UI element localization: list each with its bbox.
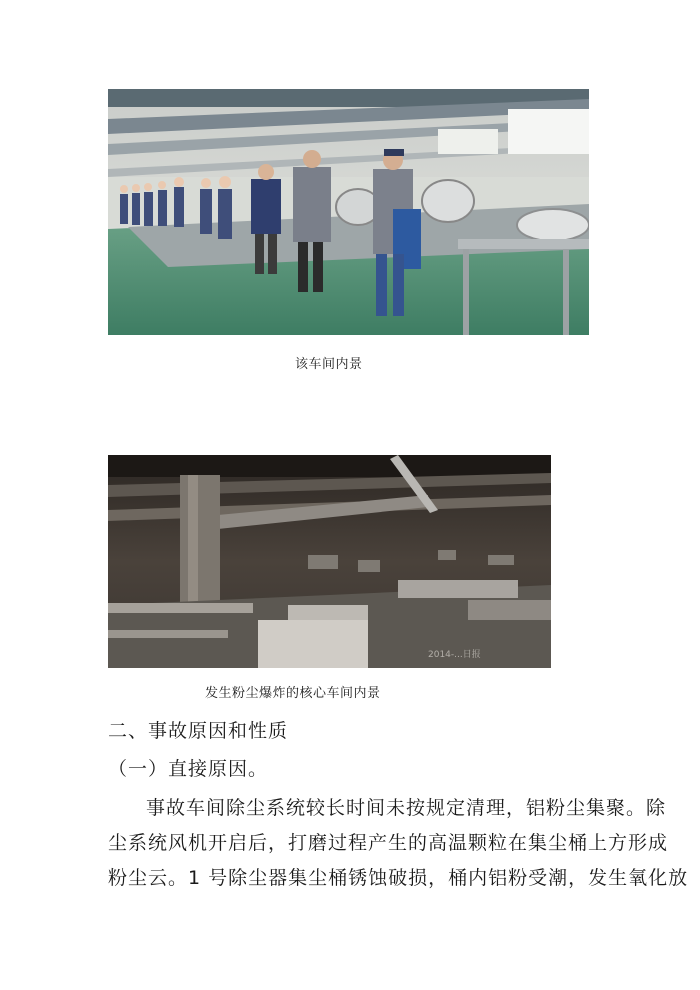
section-heading: 二、事故原因和性质	[108, 720, 289, 742]
photo2-caption: 发生粉尘爆炸的核心车间内景	[205, 686, 381, 701]
subsection-heading: （一）直接原因。	[108, 758, 269, 780]
watermark-text: 2014-...日报	[428, 650, 481, 660]
burned-workshop-illustration	[108, 455, 551, 668]
paragraph-line: 事故车间除尘系统较长时间未按规定清理，铝粉尘集聚。除	[146, 797, 667, 819]
explosion-workshop-photo	[108, 455, 551, 668]
workshop-interior-photo	[108, 89, 589, 335]
workshop-interior-illustration	[108, 89, 589, 335]
paragraph-line: 粉尘云。1 号除尘器集尘桶锈蚀破损，桶内铝粉受潮，发生氧化放	[108, 867, 689, 889]
photo1-caption: 该车间内景	[295, 357, 363, 372]
paragraph-line: 尘系统风机开启后，打磨过程产生的高温颗粒在集尘桶上方形成	[108, 832, 669, 854]
